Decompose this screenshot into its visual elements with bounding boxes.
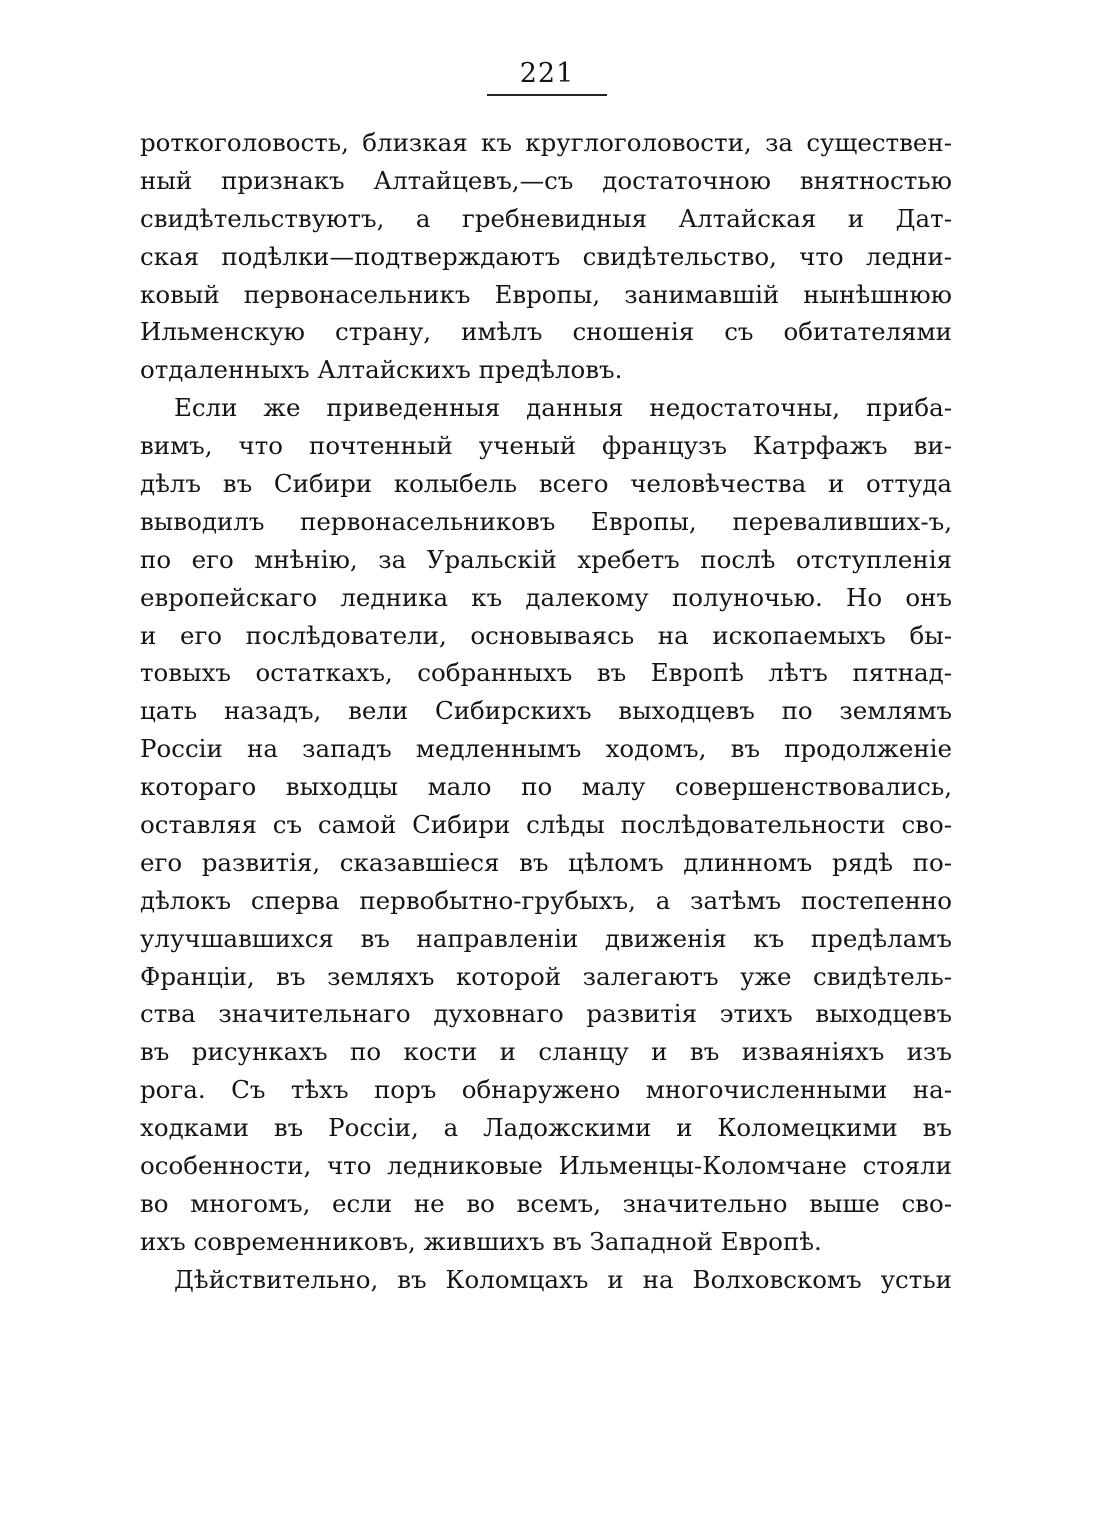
body-text — [140, 124, 952, 1299]
text-line: выводилъ первонасельниковъ Европы, переваливших-ъ, — [140, 506, 952, 536]
text-line: во многомъ, если не во всемъ, значительно выше сво- — [140, 1188, 952, 1218]
text-line: по его мнѣнiю, за Уральскiй хребетъ послѣ отступленiя — [140, 544, 952, 574]
text-line: Россiи на западъ медленнымъ ходомъ, въ продолженiе — [140, 734, 952, 764]
text-line: въ рисункахъ по кости и сланцу и въ изваянiяхъ изъ — [140, 1037, 952, 1067]
text-line: товыхъ остаткахъ, собранныхъ въ Европѣ лѣтъ пятнад- — [140, 658, 952, 688]
text-line: дѣлъ въ Сибири колыбель всего человѣчества и оттуда — [140, 469, 952, 499]
text-line: ный признакъ Алтайцевъ,—съ достаточною внятностью — [140, 165, 952, 195]
text-line: ходками въ Россiи, а Ладожскими и Коломецкими въ — [140, 1113, 952, 1143]
text-line: свидѣтельствуютъ, а гребневидныя Алтайская и Дат- — [140, 203, 952, 233]
text-line: рога. Съ тѣхъ поръ обнаружено многочисленными на- — [140, 1075, 952, 1105]
text-line: особенности, что ледниковые Ильменцы-Коломчане стояли — [140, 1151, 952, 1181]
text-line: и его послѣдователи, основываясь на ископаемыхъ бы- — [140, 620, 952, 650]
text-line: цать назадъ, вели Сибирскихъ выходцевъ по землямъ — [140, 696, 952, 726]
text-line: ская подѣлки—подтверждаютъ свидѣтельство, что ледни- — [140, 241, 952, 271]
paragraph-first-line: Дѣйствительно, въ Коломцахъ и на Волховскомъ устьи — [174, 1264, 952, 1294]
text-line: дѣлокъ сперва первобытно-грубыхъ, а затѣмъ постепенно — [140, 885, 952, 915]
text-line: Ильменскую страну, имѣлъ сношенiя съ обитателями — [140, 317, 952, 347]
paragraph-first-line: Если же приведенныя данныя недостаточны, приба- — [174, 393, 952, 423]
text-line: европейскаго ледника къ далекому полуночью. Но онъ — [140, 582, 952, 612]
text-line: отдаленныхъ Алтайскихъ предѣловъ. — [140, 355, 623, 385]
text-line: улучшавшихся въ направленiи движенiя къ предѣламъ — [140, 923, 952, 953]
text-line: оставляя съ самой Сибири слѣды послѣдовательности сво- — [140, 810, 952, 840]
text-line: его развитiя, сказавшiеся въ цѣломъ длинномъ рядѣ по- — [140, 847, 952, 877]
text-line: ства значительнаго духовнаго развитiя этихъ выходцевъ — [140, 999, 952, 1029]
text-line: котораго выходцы мало по малу совершенствовались, — [140, 772, 952, 802]
text-line: Францiи, въ земляхъ которой залегаютъ уже свидѣтель- — [140, 961, 952, 991]
header-rule — [487, 94, 607, 96]
text-line: ихъ современниковъ, жившихъ въ Западной Европѣ. — [140, 1226, 822, 1256]
text-line: вимъ, что почтенный ученый французъ Катрфажъ ви- — [140, 431, 952, 461]
text-line: роткоголовость, близкая къ круглоголовости, за существен- — [140, 128, 952, 157]
page-number: 221 — [519, 58, 575, 89]
text-line: ковый первонасельникъ Европы, занимавшiй нынѣшнюю — [140, 279, 952, 309]
